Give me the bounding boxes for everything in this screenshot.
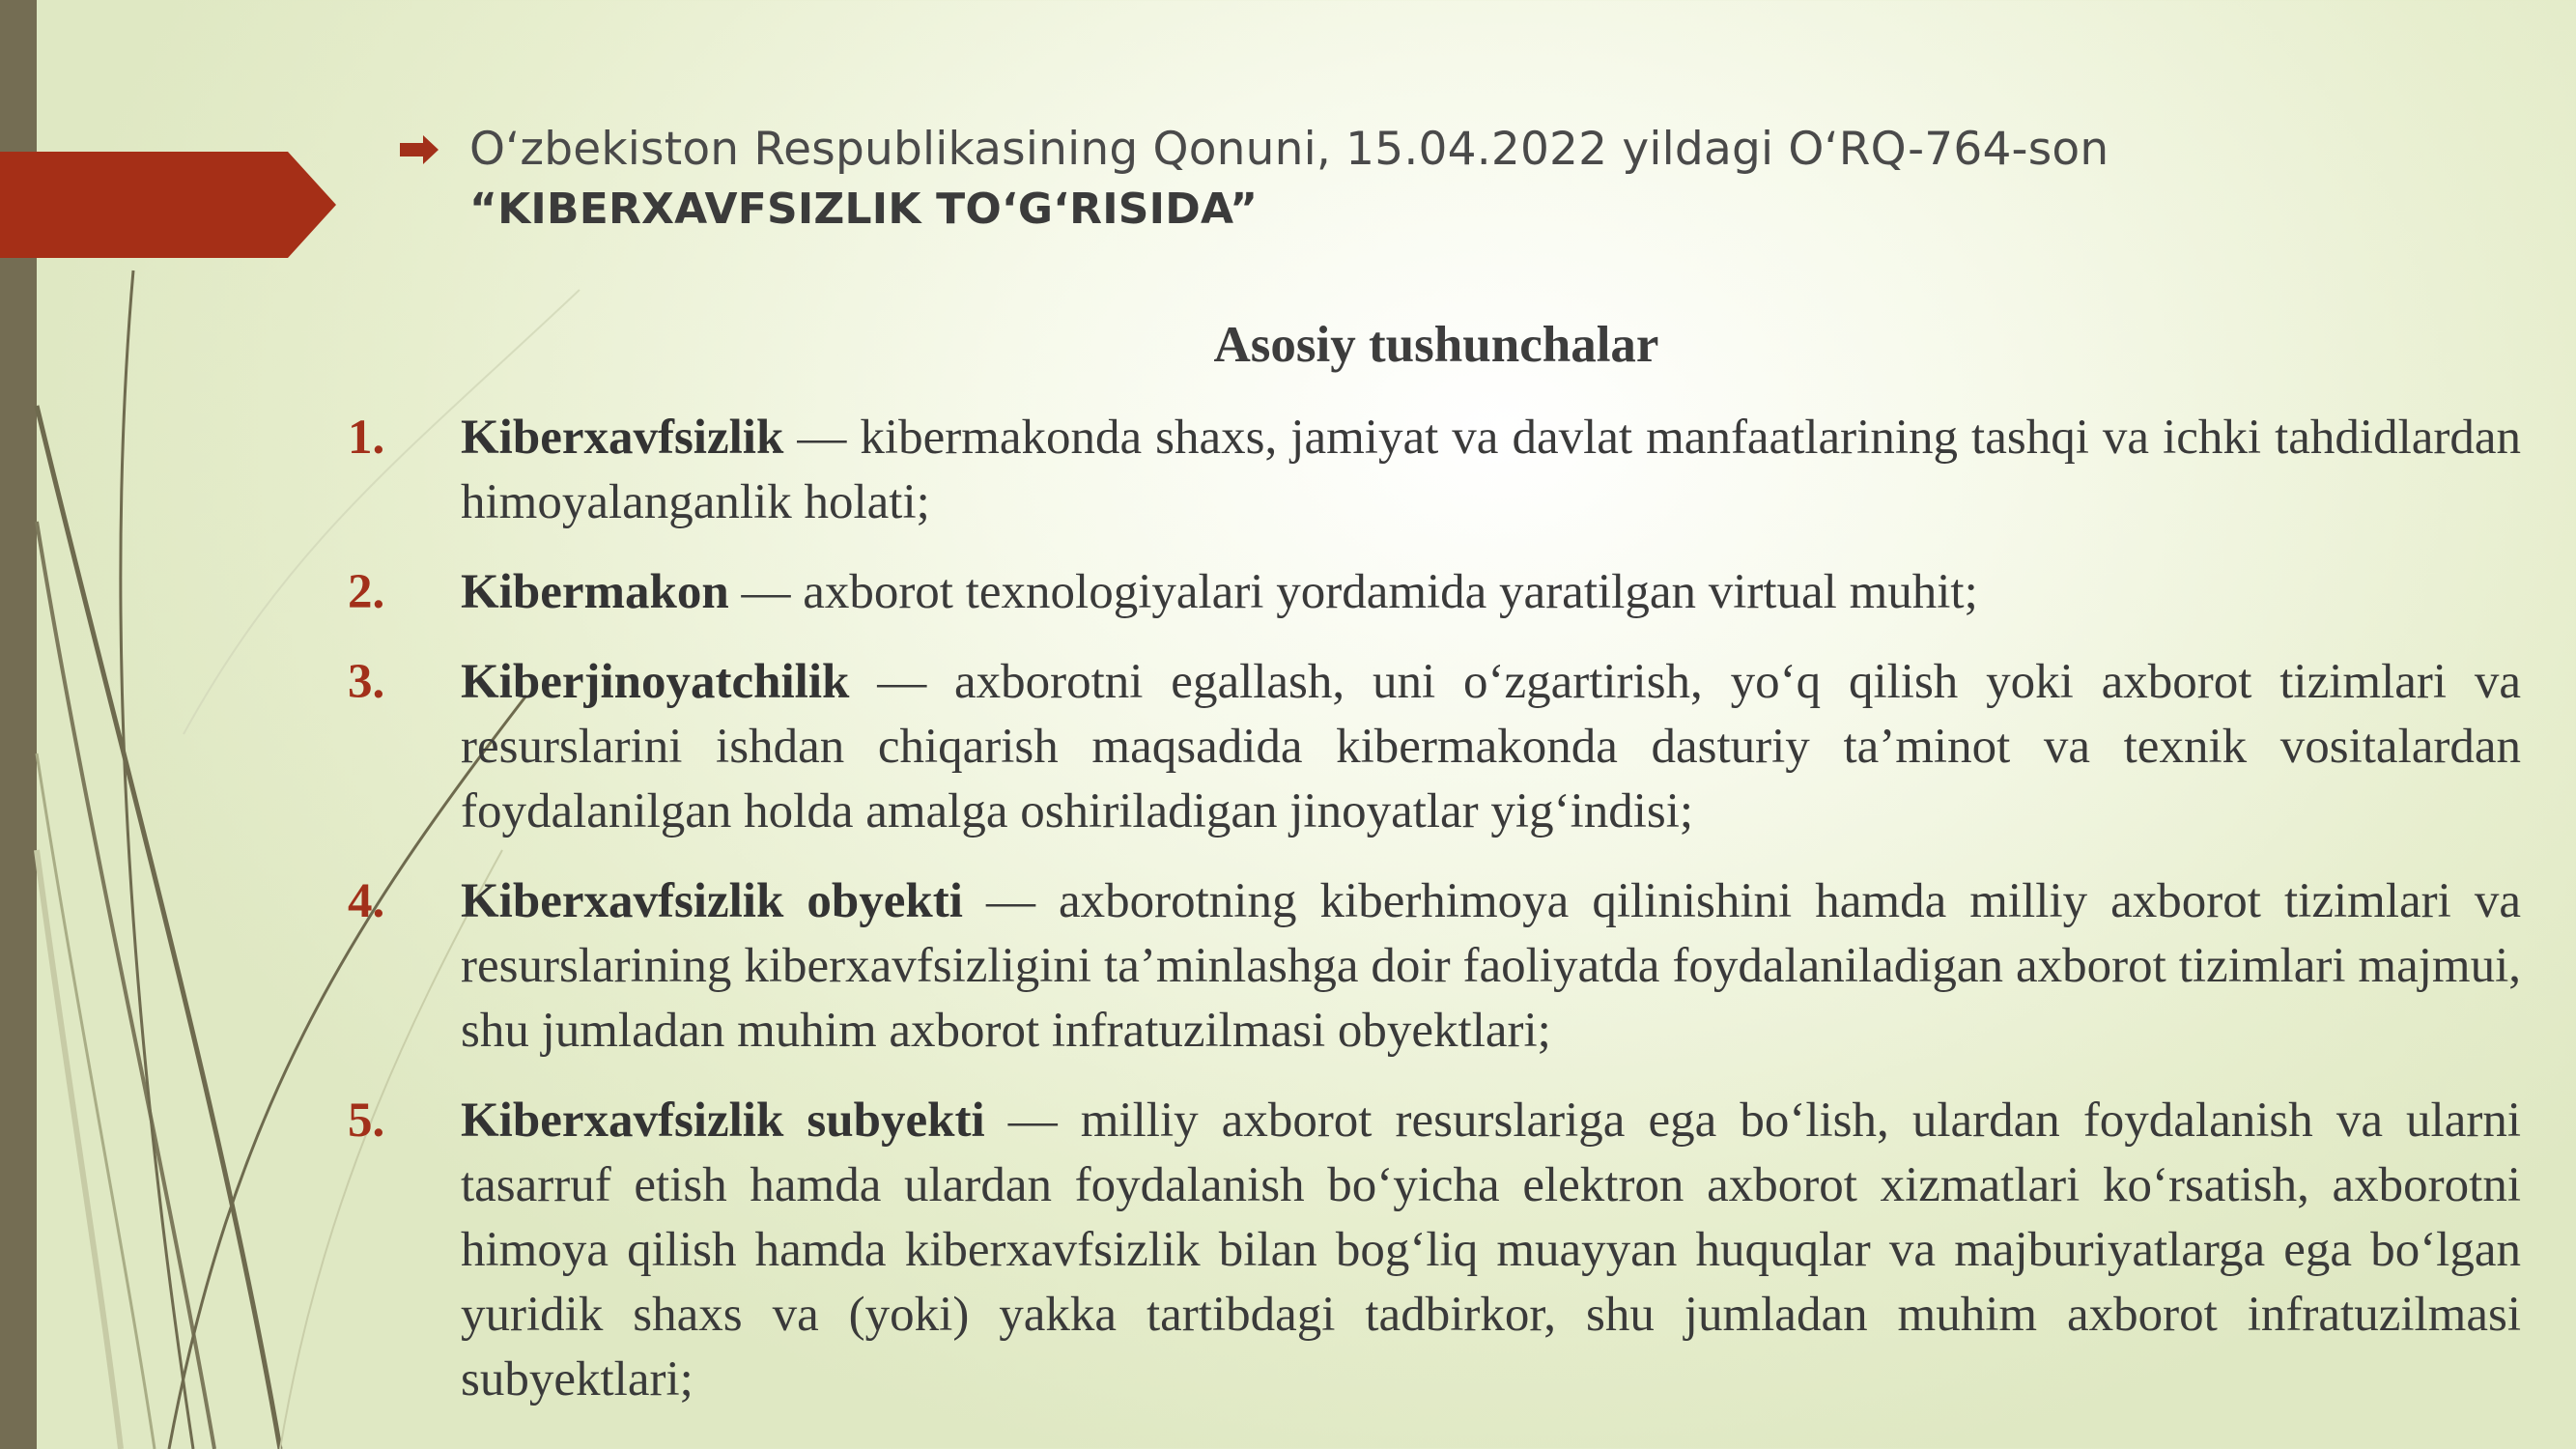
definition-text: — milliy axborot resurslariga ega bo‘lish, ulardan foydalanish va ularni tasarruf etish hamda ulardan foydalanish bo‘yicha elektron axborot xizmatlari ko‘rsatish, axborotni himoya qilish hamda kiberxavfsizlik bilan bog‘liq muayyan huquqlar va majburiyatlarga ega bo‘lgan yuridik shaxs va (yoki) yakka tartibdagi tadbirkor, shu jumladan muhim axborot infratuzilmasi subyektlari; [461, 1094, 2522, 1406]
item-number: 4. [348, 874, 385, 928]
definition-term: Kiberxavfsizlik [461, 411, 784, 465]
red-arrow-tab [0, 152, 338, 258]
definition-text: — axborotning kiberhimoya qilinishini hamda milliy axborot tizimlari va resurslarining kiberxavfsizligini ta’minlashga doir faoliyatda foydalaniladigan axborot tizimlari majmui, shu jumladan muhim axborot infratuzilmasi obyektlari; [461, 874, 2521, 1058]
definition-text: — axborot texnologiyalari yordamida yaratilgan virtual muhit; [728, 565, 1978, 619]
section-title: Asosiy tushunchalar [1213, 317, 1659, 373]
definition-item [348, 1089, 2521, 1412]
item-number: 1. [348, 411, 385, 465]
definition-term: Kiberxavfsizlik obyekti [461, 874, 963, 928]
definition-item [348, 406, 2521, 535]
definition-text: — kibermakonda shaxs, jamiyat va davlat manfaatlarining tashqi va ichki tahdidlardan himoyalanganlik holati; [461, 411, 2521, 529]
law-name: “KIBERXAVFSIZLIK TO‘G‘RISIDA” [469, 185, 1259, 234]
law-header [398, 120, 2504, 240]
definition-item [348, 869, 2521, 1064]
definition-list [348, 406, 2521, 1437]
item-number: 3. [348, 655, 385, 709]
arrow-bullet-icon [398, 120, 440, 180]
definition-item [348, 650, 2521, 844]
definition-term: Kibermakon [461, 565, 729, 619]
item-number: 5. [348, 1094, 385, 1148]
definition-item [348, 560, 2521, 625]
item-number: 2. [348, 565, 385, 619]
definition-term: Kiberxavfsizlik subyekti [461, 1094, 985, 1148]
definition-term: Kiberjinoyatchilik [461, 655, 850, 709]
definition-text: — axborotni egallash, uni o‘zgartirish, yo‘q qilish yoki axborot tizimlari va resurslarini ishdan chiqarish maqsadida kibermakonda dasturiy ta’minot va texnik vositalardan foydalanilgan holda amalga oshiriladigan jinoyatlar yig‘indisi; [461, 655, 2521, 838]
law-line: O‘zbekiston Respublikasining Qonuni, 15.04.2022 yildagi O‘RQ-764-son [469, 123, 2109, 176]
